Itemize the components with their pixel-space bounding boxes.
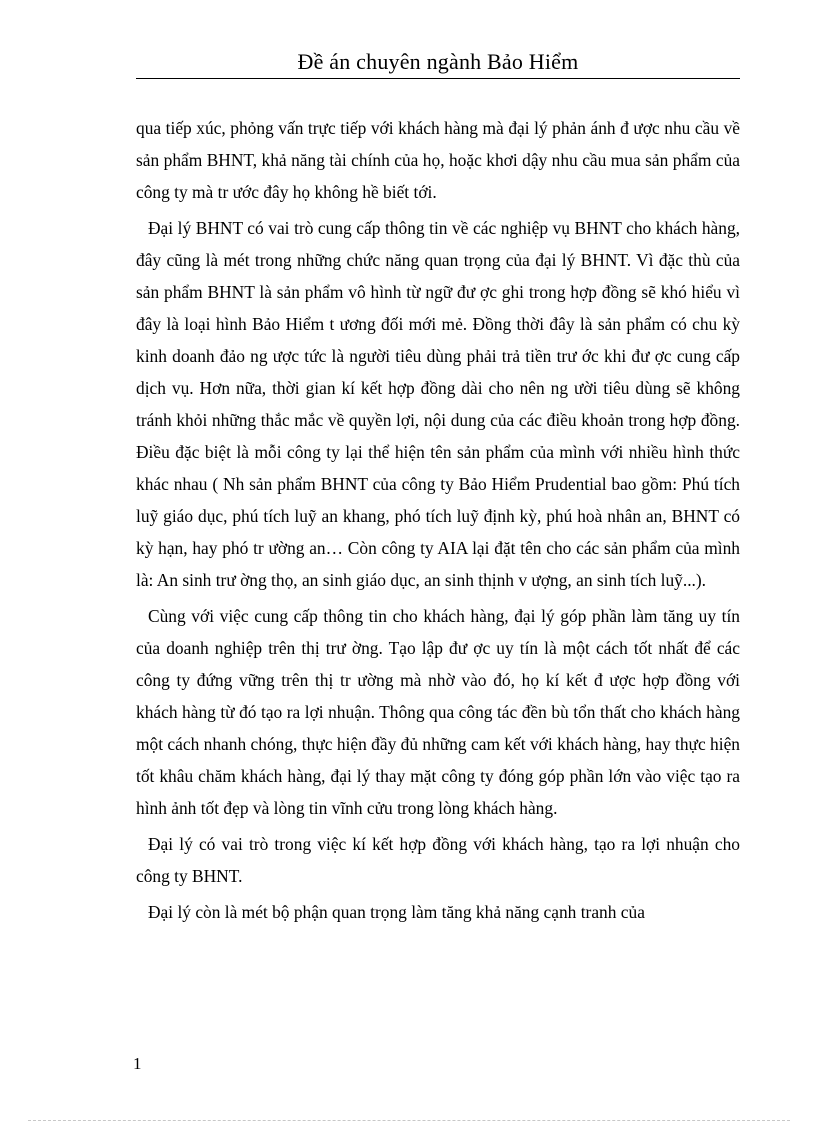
paragraph-5: Đại lý còn là mét bộ phận quan trọng làm tăng khả năng cạnh tranh của (148, 902, 645, 922)
paragraph-4: Đại lý có vai trò trong việc kí kết hợp đồng với khách hàng, tạo ra lợi nhuận cho công ty BHNT. (136, 834, 740, 886)
header-divider (136, 78, 740, 79)
body-text (136, 112, 740, 928)
page-number: 1 (133, 1054, 142, 1073)
paragraph-2: Đại lý BHNT có vai trò cung cấp thông tin về các nghiệp vụ BHNT cho khách hàng, đây cũng là mét trong những chức năng quan trọng của đại lý BHNT. Vì đặc thù của sản phẩm BHNT là sản phẩm vô hình từ ngữ đư ợc ghi trong hợp đồng sẽ khó hiểu vì đây là loại hình Bảo Hiểm t ương đối mới mẻ. Đồng thời đây là sản phẩm có chu kỳ kinh doanh đảo ng ược tức là người tiêu dùng phải trả tiền trư ớc khi đư ợc cung cấp dịch vụ. Hơn nữa, thời gian kí kết hợp đồng dài cho nên ng ười tiêu dùng sẽ không tránh khỏi những thắc mắc về quyền lợi, nội dung của các điều khoản trong hợp đồng. Điều đặc biệt là mỗi công ty lại thể hiện tên sản phẩm của mình với nhiều hình thức khác nhau ( Nh sản phẩm BHNT của công ty Bảo Hiểm Prudential bao gồm: Phú tích luỹ giáo dục, phú tích luỹ an khang, phó tích luỹ định kỳ, phú hoà nhân an, BHNT có kỳ hạn, hay phó tr ường an… Còn công ty AIA lại đặt tên cho các sản phẩm của mình là: An sinh trư ờng thọ, an sinh giáo dục, an sinh thịnh v ượng, an sinh tích luỹ...). (136, 218, 740, 590)
header-title: Đề án chuyên ngành Bảo Hiểm (297, 49, 579, 74)
paragraph-3: Cùng với việc cung cấp thông tin cho khách hàng, đại lý góp phần làm tăng uy tín của doanh nghiệp trên thị trư ờng. Tạo lập đư ợc uy tín là một cách tốt nhất để các công ty đứng vững trên thị tr ường mà nhờ vào đó, họ kí kết đ ược hợp đồng với khách hàng từ đó tạo ra lợi nhuận. Thông qua công tác đền bù tổn thất cho khách hàng một cách nhanh chóng, thực hiện đầy đủ những cam kết với khách hàng, hay thực hiện tốt khâu chăm khách hàng, đại lý thay mặt công ty đóng góp phần lớn vào việc tạo ra hình ảnh tốt đẹp và lòng tin vĩnh cửu trong lòng khách hàng. (136, 606, 740, 818)
page-bottom-divider (28, 1120, 790, 1121)
paragraph-1: qua tiếp xúc, phỏng vấn trực tiếp với khách hàng mà đại lý phản ánh đ ược nhu cầu về sản phẩm BHNT, khả năng tài chính của họ, hoặc khơi dậy nhu cầu mua sản phẩm của công ty mà tr ước đây họ không hề biết tới. (136, 118, 740, 202)
